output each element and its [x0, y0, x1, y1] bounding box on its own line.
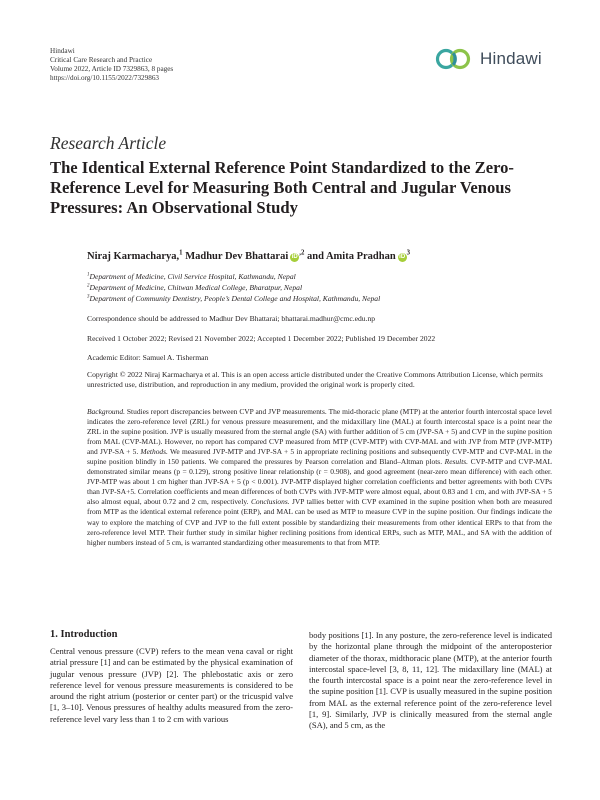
journal-meta — [50, 47, 173, 83]
intro-right-column: body positions [1]. In any posture, the zero-reference level is indicated by the horizontal plane through the midpoint of the anteroposterior diameter of the thorax, midthoracic plane (MTP), at the anterior fourth intercostal space-level [3, 8, 11, 12]. The midaxillary line (MAL) at the fourth intercostal space is a point near the zero-reference level in the supine position [1]. CVP is usually measured in the supine position from MAL as the external reference point of the zero-reference level [1, 9]. Similarly, JVP is clinically measured from the sternal angle (SA), and 5 cm, as the — [309, 630, 552, 731]
author-affiliation-sup: 1 — [179, 249, 183, 257]
academic-editor: Academic Editor: Samuel A. Tisherman — [87, 353, 209, 362]
abstract — [87, 407, 552, 548]
orcid-icon[interactable]: iD — [399, 254, 406, 260]
abstract-conclusions-label: Conclusions. — [250, 497, 290, 507]
author-name: Madhur Dev Bhattarai — [185, 251, 289, 262]
abstract-methods-label: Methods. — [140, 447, 168, 457]
abstract-background-label: Background. — [87, 407, 125, 416]
affiliation-sup: 2 — [87, 283, 90, 289]
affiliation-text: Department of Community Dentistry, People’s Dental College and Hospital, Kathmandu, Nepal — [89, 294, 381, 303]
affiliation-sup: 3 — [87, 294, 90, 300]
abstract-methods: We measured JVP-MTP and JVP-SA + 5 in appropriate reclining positions and subsequently CVP-MTP and CVP-MAL in the supine position blindly in 150 patients. We compared the pressures by Pearson correlation and Bland–Altman plots. — [87, 447, 552, 467]
section-heading: 1. Introduction — [50, 629, 118, 640]
author-affiliation-sup: 3 — [406, 249, 411, 257]
article-type: Research Article — [50, 133, 167, 153]
publisher-name: Hindawi — [50, 47, 75, 55]
article-title: The Identical External Reference Point Standardized to the Zero-Reference Level for Measuring Both Central and Jugular Venous Pressures: An Observational Study — [50, 158, 514, 217]
affiliation-sup: 1 — [87, 272, 90, 278]
volume-line: Volume 2022, Article ID 7329863, 8 pages — [50, 65, 174, 73]
affiliation-text: Department of Medicine, Chitwan Medical College, Bharatpur, Nepal — [89, 283, 303, 292]
article-dates: Received 1 October 2022; Revised 21 November 2022; Accepted 1 December 2022; Published 19 December 2022 — [87, 334, 436, 343]
affiliation-text: Department of Medicine, Civil Service Hospital, Kathmandu, Nepal — [89, 272, 296, 281]
logo-text: Hindawi — [480, 49, 542, 68]
correspondence: Correspondence should be addressed to Madhur Dev Bhattarai; bhattarai.madhur@cmc.edu.np — [87, 314, 376, 323]
copyright-notice: Copyright © 2022 Niraj Karmacharya et al. This is an open access article distributed under the Creative Commons Attribution License, which permits unrestricted use, distribution, and reproduction in any medium, provided the original work is properly cited. — [87, 370, 543, 389]
abstract-background: Studies report discrepancies between CVP and JVP measurements. The mid-thoracic plane (MTP) at the anterior fourth intercostal space level indicates the zero-reference level (ZRL) for venous pressure measurement, and the midaxillary line (MAL) at fourth intercostal space is a point near the ZRL in the supine position. JVP is usually measured from the sternal angle (SA) with further addition of 5 cm (JVP-SA + 5) and CVP in the supine position from MAL (CVP-MAL). However, no report has compared CVP measured from MTP (CVP-MTP) with CVP-MAL and with JVP from MTP (JVP-MTP) and JVP-SA + 5. — [87, 407, 552, 457]
abstract-results-label: Results. — [444, 457, 469, 467]
abstract-conclusions: JVP tallies better with CVP examined in the supine position when both are measured from MTP as the identical external reference point (ERP), and MAL can be used as MTP to measure CVP in the supine position. Our findings indicate the way to explore the matching of CVP and JVP to the full extent possible by standardizing their measurements from other identical ERPs to that from the zero-reference level MTP. Their further study in similar higher reclining positions from identical ERPs, such as MTP, MAL, and SA with the addition of higher numbers instead of 5 cm, is warranted standardizing other measurements to that from MTP. — [87, 497, 553, 547]
affiliation — [87, 293, 380, 304]
doi-link[interactable]: https://doi.org/10.1155/2022/7329863 — [50, 74, 160, 82]
author-list — [87, 251, 410, 262]
affiliations — [87, 271, 380, 304]
affiliation — [87, 271, 380, 282]
author-affiliation-sup: ,2 — [299, 249, 305, 257]
affiliation — [87, 282, 380, 293]
orcid-icon[interactable]: iD — [291, 254, 298, 260]
journal-name: Critical Care Research and Practice — [50, 56, 153, 64]
intro-left-column: Central venous pressure (CVP) refers to the mean vena caval or right atrial pressure [1] and can be estimated by the physical examination of jugular venous pressure (JVP) [2]. The phlebostatic axis or zero reference level for venous pressure measurements is considered to be around the right atrium (posterior or center part) or the tricuspid valve [1, 3–10]. Venous pressures of healthy adults measured from the zero-reference level vary less than 1 to 2 cm with various — [50, 646, 293, 724]
author-name: and Amita Pradhan — [306, 251, 396, 262]
hindawi-logo — [434, 48, 542, 70]
hindawi-logo-icon — [434, 48, 474, 70]
abstract-results: CVP-MTP and CVP-MAL demonstrated similar means (p = 0.129), strong positive linear relationship (r = 0.908), and good agreement (near-zero mean difference) with each other. JVP-MTP was about 1 cm higher than JVP-SA + 5 (p < 0.001). JVP-MTP displayed higher correlation coefficients and better agreements with both CVPs than JVP-SA+5. Correlation coefficients and mean differences of both CVPs with JVP-MTP were almost equal, about 0.83 and 1 cm, and with JVP-SA + 5 also almost equal, about 0.72 and 2 cm, respectively. — [87, 457, 552, 507]
author-name: Niraj Karmacharya, — [87, 251, 180, 262]
